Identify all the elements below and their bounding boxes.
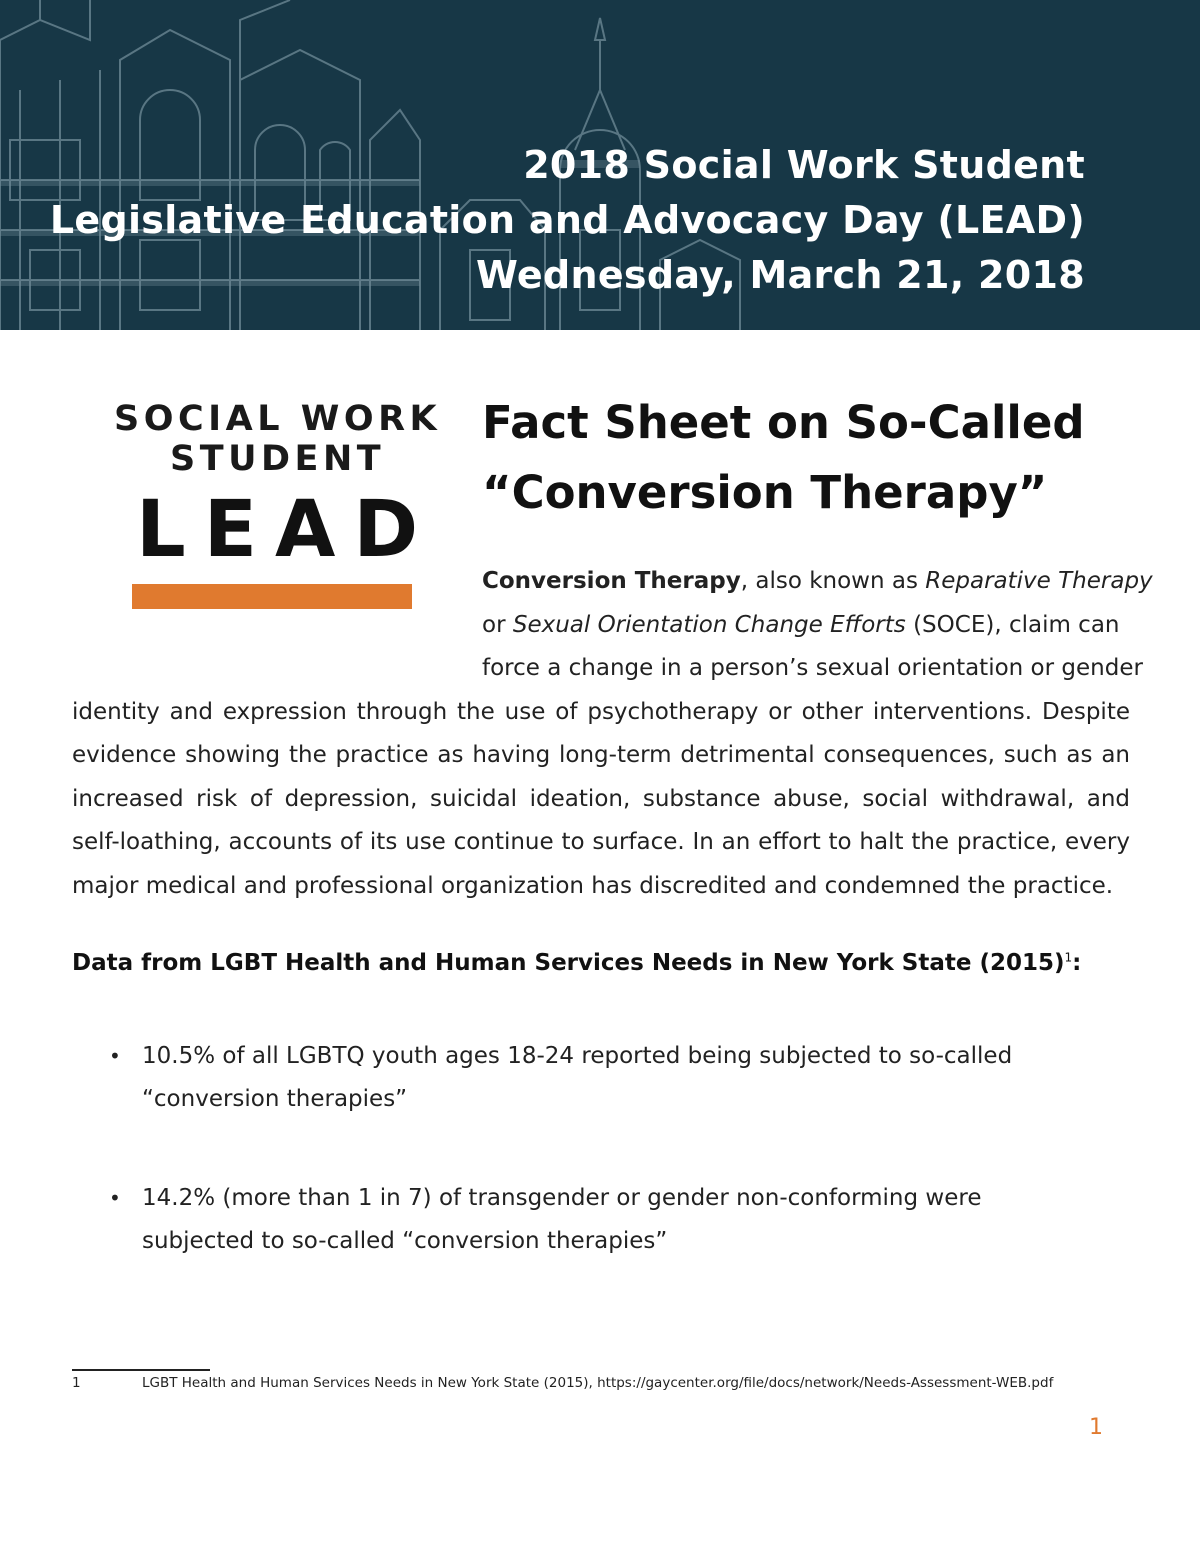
intro-line: self-loathing, accounts of its use continue to surface. In an effort to halt the practice, every xyxy=(72,829,1130,855)
event-title-line1: 2018 Social Work Student xyxy=(523,143,1085,187)
footnote-reference[interactable]: 1 xyxy=(1064,950,1073,965)
event-title xyxy=(50,138,1085,303)
bullet-line: 14.2% (more than 1 in 7) of transgender or gender non-conforming were xyxy=(142,1185,982,1211)
bullet-icon: • xyxy=(109,1044,121,1068)
page-title xyxy=(482,388,1122,528)
logo-text-student: STUDENT xyxy=(170,439,386,479)
term-conversion-therapy: Conversion Therapy xyxy=(482,568,741,594)
intro-text: or xyxy=(482,611,513,638)
event-title-line3: Wednesday, March 21, 2018 xyxy=(476,253,1085,297)
list-item xyxy=(105,1177,1085,1263)
data-bullet-list xyxy=(105,1035,1085,1263)
bullet-line: subjected to so-called “conversion therapies” xyxy=(142,1228,668,1254)
bullet-line: 10.5% of all LGBTQ youth ages 18-24 reported being subjected to so-called xyxy=(142,1043,1013,1069)
bullet-icon: • xyxy=(109,1186,121,1210)
intro-line xyxy=(72,604,1130,648)
intro-line: identity and expression through the use of psychotherapy or other interventions. Despite xyxy=(72,698,1130,725)
intro-text: (SOCE), claim can xyxy=(905,611,1120,638)
header-banner xyxy=(0,0,1200,330)
logo-text-social-work: SOCIAL WORK xyxy=(114,399,442,439)
page-title-line2: “Conversion Therapy” xyxy=(482,466,1048,519)
data-heading-colon: : xyxy=(1072,950,1082,976)
intro-text: , also known as xyxy=(740,568,926,594)
footnote-divider xyxy=(72,1369,210,1371)
intro-line: major medical and professional organization has discredited and condemned the practice. xyxy=(72,872,1114,899)
intro-line: force a change in a person’s sexual orientation or gender xyxy=(482,655,1143,681)
intro-paragraph xyxy=(72,560,1153,908)
list-item xyxy=(105,1035,1085,1121)
logo-text-lead: LEAD xyxy=(136,485,437,575)
footnote xyxy=(72,1375,1053,1391)
bullet-line: “conversion therapies” xyxy=(142,1086,408,1112)
data-section-heading xyxy=(72,950,1081,976)
footnote-number: 1 xyxy=(72,1375,81,1391)
term-soce: Sexual Orientation Change Efforts xyxy=(512,611,906,638)
footnote-text[interactable]: LGBT Health and Human Services Needs in New York State (2015), https://gaycenter.org/file/docs/network/Needs-Assessment-WEB.pdf xyxy=(142,1375,1054,1391)
term-reparative-therapy: Reparative Therapy xyxy=(925,568,1153,594)
event-title-line2: Legislative Education and Advocacy Day (LEAD) xyxy=(49,198,1085,242)
page-title-line1: Fact Sheet on So-Called xyxy=(482,396,1085,449)
intro-line xyxy=(72,560,1153,604)
intro-line: evidence showing the practice as having long-term detrimental consequences, such as an xyxy=(72,742,1130,768)
intro-line: increased risk of depression, suicidal ideation, substance abuse, social withdrawal, and xyxy=(72,785,1130,812)
data-heading-text: Data from LGBT Health and Human Services Needs in New York State (2015) xyxy=(72,950,1065,976)
page-number: 1 xyxy=(1089,1415,1103,1440)
